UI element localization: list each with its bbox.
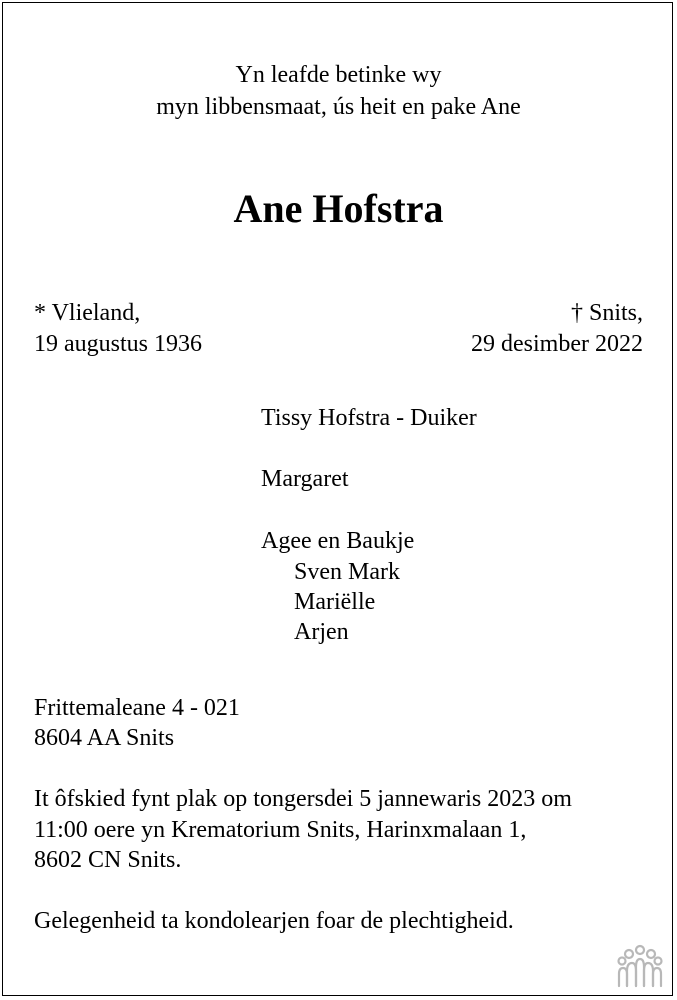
birth-place: * Vlieland, [34,300,141,326]
condolence-note: Gelegenheid ta kondolearjen foar de plechtigheid. [34,908,514,934]
farewell-line-3: 8602 CN Snits. [34,847,182,873]
address-street: Frittemaleane 4 - 021 [34,695,240,721]
partner-name: Tissy Hofstra - Duiker [261,405,477,431]
child-name: Margaret [261,466,349,492]
address-city: 8604 AA Snits [34,725,175,751]
people-group-icon [617,944,663,988]
deceased-name: Ane Hofstra [233,186,444,231]
grandchild-name: Mariëlle [294,589,376,615]
birth-date: 19 augustus 1936 [34,331,202,357]
intro-line-2: myn libbensmaat, ús heit en pake Ane [156,94,521,120]
farewell-line-2: 11:00 oere yn Krematorium Snits, Harinxmalaan 1, [34,817,527,843]
death-place: † Snits, [570,300,643,326]
farewell-line-1: It ôfskied fynt plak op tongersdei 5 jannewaris 2023 om [34,786,572,812]
grandchild-name: Sven Mark [294,559,400,585]
grandchild-name: Arjen [294,619,349,645]
intro-line-1: Yn leafde betinke wy [235,62,442,88]
child-name: Agee en Baukje [261,528,415,554]
death-date: 29 desimber 2022 [471,331,643,357]
